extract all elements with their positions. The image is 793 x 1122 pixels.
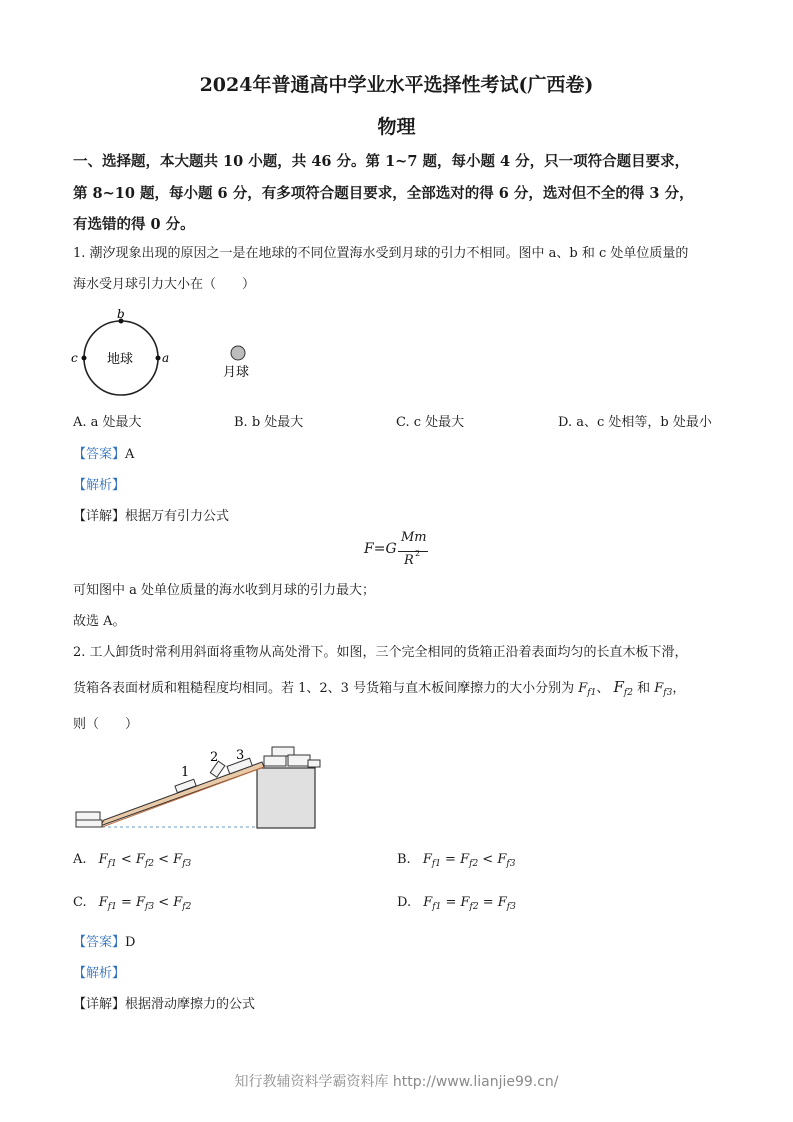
incline-figure xyxy=(72,742,324,834)
box-label-2: 2 xyxy=(210,750,219,765)
formula-fraction-bar xyxy=(398,551,428,552)
question-2-line-2: 货箱各表面材质和粗糙程度均相同。若 1、2、3 号货箱与直木板间摩擦力的大小分别为 $F_{f1}$、 $F_{f2}$ 和 $F_{f3}$， xyxy=(73,678,686,698)
q1-answer xyxy=(73,443,134,462)
point-a-dot xyxy=(156,356,161,361)
q2-answer-tag: 【答案】 xyxy=(73,935,126,950)
q2-option-d-prefix: D. xyxy=(397,895,412,910)
q2-option-b[interactable] xyxy=(397,852,515,869)
section-line-3: 有选错的得 0 分。 xyxy=(73,216,195,233)
q2-detail-tag: 【详解】 xyxy=(73,997,126,1012)
q2-detail-text: 根据滑动摩擦力的公式 xyxy=(125,997,256,1012)
section-line-1: 一、选择题，本大题共 10 小题，共 46 分。第 1~7 题，每小题 4 分，只一项符合题目要求， xyxy=(73,153,690,170)
q1-conclusion: 可知图中 a 处单位质量的海水收到月球的引力最大； xyxy=(73,583,376,598)
q2-line2-prefix: 货箱各表面材质和粗糙程度均相同。若 1、2、3 号货箱与直木板间摩擦力的大小分别为 xyxy=(73,681,575,696)
section-line-2: 第 8~10 题，每小题 6 分，有多项符合题目要求，全部选对的得 6 分，选对但不全的得 3 分， xyxy=(73,184,694,202)
footer-watermark: 知行教辅资料学霸资料库 http://www.lianjie99.cn/ xyxy=(234,1074,559,1090)
box-label-1: 1 xyxy=(181,765,190,780)
q2-option-c[interactable] xyxy=(73,895,191,912)
ff2-symbol: $F_{f2}$ xyxy=(613,678,633,698)
platform-box-left xyxy=(264,756,286,766)
q2-option-a-prefix: A. xyxy=(73,852,87,867)
detail-text: 根据万有引力公式 xyxy=(125,509,230,524)
moon-circle xyxy=(231,346,245,360)
q2-detail xyxy=(73,993,255,1012)
earth-moon-figure xyxy=(65,306,275,400)
platform-block xyxy=(257,768,315,828)
q2-option-a[interactable] xyxy=(73,852,191,869)
question-2-line-1: 2. 工人卸货时常利用斜面将重物从高处滑下。如图，三个完全相同的货箱正沿着表面均匀的长直木板下滑， xyxy=(73,645,688,660)
point-b-label: b xyxy=(117,307,125,321)
box-label-3: 3 xyxy=(236,748,245,763)
q2-option-b-prefix: B. xyxy=(397,852,411,867)
q2-option-d[interactable] xyxy=(397,895,516,912)
formula-exponent: 2 xyxy=(415,549,421,558)
q2-option-d-expr: $F_{f1} = F_{f2} = F_{f3}$ xyxy=(423,895,516,912)
question-1-line-2: 海水受月球引力大小在（ ） xyxy=(73,277,256,292)
q2-analysis-tag: 【解析】 xyxy=(73,966,126,981)
q1-option-b[interactable]: B. b 处最大 xyxy=(234,415,304,430)
detail-tag: 【详解】 xyxy=(73,509,126,524)
answer-tag: 【答案】 xyxy=(73,447,126,462)
point-a-label: a xyxy=(162,351,170,365)
q2-option-a-expr: $F_{f1} < F_{f2} < F_{f3}$ xyxy=(98,852,192,869)
answer-value: A xyxy=(125,447,135,462)
question-1-stem xyxy=(73,238,733,300)
ground-box-1 xyxy=(76,812,100,820)
platform-box-edge xyxy=(308,760,320,767)
ff1-symbol: $F_{f1}$ xyxy=(578,681,597,698)
q2-option-b-expr: $F_{f1} = F_{f2} < F_{f3}$ xyxy=(422,852,516,869)
ground-box-2 xyxy=(76,820,102,827)
q1-choose: 故选 A。 xyxy=(73,614,126,629)
point-c-label: c xyxy=(71,351,78,365)
q1-analysis-tag: 【解析】 xyxy=(73,478,126,493)
q2-line2-mid: 和 xyxy=(637,681,651,696)
point-c-dot xyxy=(82,356,87,361)
q2-option-c-expr: $F_{f1} = F_{f3} < F_{f2}$ xyxy=(98,895,192,912)
platform-box-right xyxy=(288,755,310,766)
q2-answer-value: D xyxy=(125,935,136,950)
moon-label: 月球 xyxy=(223,365,250,380)
exam-title: 2024年普通高中学业水平选择性考试(广西卷) xyxy=(199,74,594,96)
q1-detail xyxy=(73,505,229,524)
q1-option-c[interactable]: C. c 处最大 xyxy=(396,415,465,430)
earth-label: 地球 xyxy=(107,352,134,367)
question-1-line-1: 1. 潮汐现象出现的原因之一是在地球的不同位置海水受到月球的引力不相同。图中 a、b 和 c 处单位质量的 xyxy=(73,246,689,261)
ff3-symbol: $F_{f3}$ xyxy=(654,681,673,698)
formula-lhs: F=G xyxy=(364,541,397,557)
formula-numerator: Mm xyxy=(401,530,427,545)
q2-answer xyxy=(73,931,135,950)
subject-title: 物理 xyxy=(377,116,416,138)
q1-option-a[interactable]: A. a 处最大 xyxy=(73,415,142,430)
formula-denominator: R xyxy=(404,553,414,568)
section-instructions xyxy=(73,146,733,241)
q1-option-d[interactable]: D. a、c 处相等，b 处最小 xyxy=(558,415,712,430)
q2-option-c-prefix: C. xyxy=(73,895,87,910)
question-2-line-3: 则（ ） xyxy=(73,717,139,732)
